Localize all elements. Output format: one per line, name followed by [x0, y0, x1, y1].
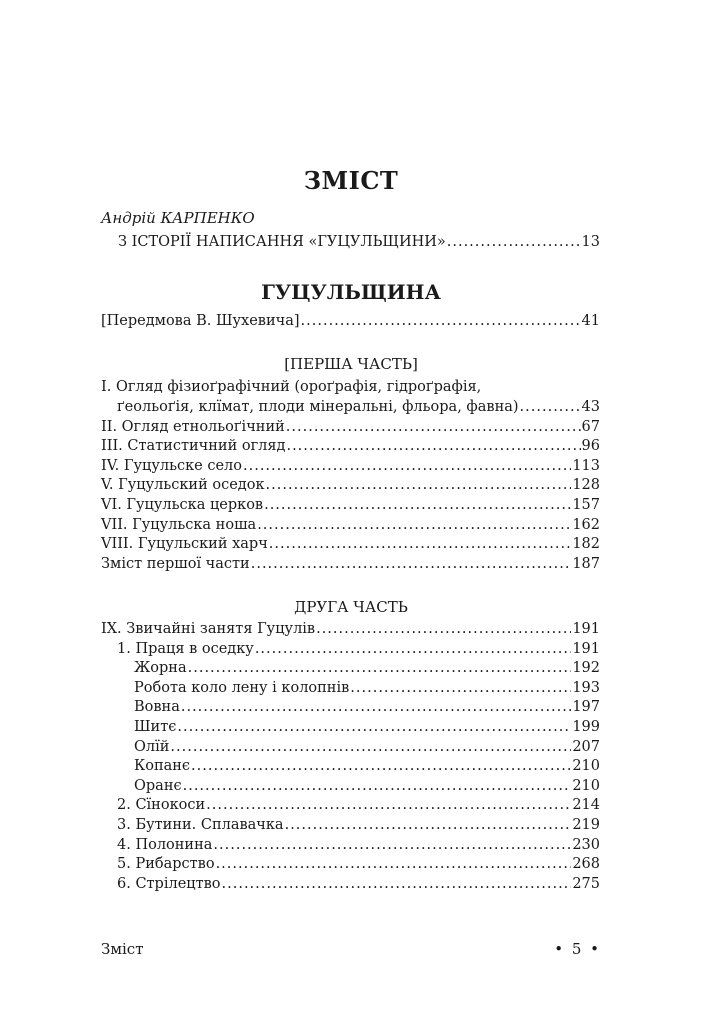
- dot-leader: [286, 417, 581, 437]
- toc-entry[interactable]: [117, 854, 600, 874]
- dot-leader: [350, 678, 571, 698]
- toc-entry[interactable]: [134, 737, 600, 757]
- page-number: • 5 •: [554, 940, 601, 958]
- dot-leader: [447, 232, 581, 252]
- toc-entry[interactable]: [117, 874, 600, 894]
- entry-page: 197: [572, 699, 600, 716]
- entry-page: 193: [572, 679, 600, 696]
- toc-entry[interactable]: [101, 436, 600, 456]
- book-title: ГУЦУЛЬЩИНА: [261, 280, 441, 304]
- entry-label: [Передмова В. Шухевича]: [101, 313, 300, 329]
- entry-label: VIII. Гуцульский харч: [101, 536, 268, 553]
- entry-page: 219: [572, 817, 600, 833]
- entry-page: 113: [572, 457, 600, 474]
- entry-label: Жорна: [134, 660, 187, 677]
- toc-entry[interactable]: [117, 795, 600, 815]
- dot-leader: [191, 756, 571, 776]
- entry-page: 43: [581, 399, 600, 415]
- entry-page: 162: [572, 516, 600, 533]
- toc-entry-first-line[interactable]: I. Огляд фізиоґрафічний (ороґрафія, гідроґрафія,: [101, 379, 482, 395]
- dot-leader: [264, 495, 571, 515]
- toc-entry-intro[interactable]: [118, 232, 600, 252]
- entry-label: VII. Гуцульска ноша: [101, 516, 257, 533]
- dot-leader: [183, 776, 572, 796]
- running-footer-section: Зміст: [101, 940, 144, 958]
- dot-leader: [316, 619, 571, 639]
- dot-leader: [520, 397, 581, 417]
- toc-entry[interactable]: [134, 697, 600, 717]
- entry-label: IX. Звичайні занятя Гуцулів: [101, 621, 316, 637]
- entry-label: Олїй: [134, 738, 170, 755]
- entry-page: 192: [572, 660, 600, 677]
- dot-leader: [243, 456, 571, 476]
- entry-page: 268: [572, 856, 600, 873]
- dot-leader: [216, 854, 572, 874]
- toc-entry[interactable]: [101, 554, 600, 574]
- toc-entry[interactable]: [101, 515, 600, 535]
- toc-page: [101, 0, 601, 1023]
- dot-leader: [181, 697, 571, 717]
- entry-label: 4. Полонина: [117, 836, 213, 853]
- entry-page: 214: [572, 797, 600, 814]
- entry-label: Вовна: [134, 699, 180, 716]
- toc-entry[interactable]: [134, 776, 600, 796]
- dot-leader: [251, 554, 572, 574]
- toc-entry[interactable]: [101, 475, 600, 495]
- toc-entry[interactable]: [101, 534, 600, 554]
- toc-entry[interactable]: [117, 639, 600, 659]
- toc-entry[interactable]: [101, 417, 600, 437]
- entry-label: Копанє: [134, 758, 191, 775]
- entry-label: 6. Стрілецтво: [117, 875, 221, 892]
- entry-label: 5. Рибарство: [117, 856, 215, 873]
- entry-label: 1. Праця в оседку: [117, 640, 254, 657]
- part-two-heading: ДРУГА ЧАСТЬ: [294, 598, 408, 616]
- entry-page: 191: [572, 640, 600, 657]
- entry-label: 2. Сїнокоси: [117, 797, 206, 814]
- entry-page: 96: [581, 438, 600, 455]
- toc-entry[interactable]: [134, 756, 600, 776]
- dot-leader: [170, 737, 571, 757]
- entry-label: III. Статистичний огляд: [101, 438, 286, 455]
- entry-label: З ІСТОРІЇ НАПИСАННЯ «ГУЦУЛЬЩИНИ»: [118, 234, 446, 250]
- entry-label: Оранє: [134, 777, 182, 794]
- dot-leader: [257, 515, 571, 535]
- entry-page: 275: [572, 875, 600, 892]
- page-title: ЗМІСТ: [303, 166, 399, 195]
- toc-entry[interactable]: [117, 835, 600, 855]
- dot-leader: [269, 534, 572, 554]
- entry-label: II. Огляд етнольоґічний: [101, 418, 285, 435]
- dot-leader: [222, 874, 572, 894]
- toc-entry[interactable]: [117, 815, 600, 835]
- entry-label: Робота коло лену і колопнів: [134, 679, 350, 696]
- dot-leader: [188, 658, 572, 678]
- entry-page: 191: [572, 621, 600, 637]
- toc-entry-preface[interactable]: [101, 311, 600, 331]
- dot-leader: [301, 311, 581, 331]
- entry-page: 41: [581, 313, 600, 329]
- toc-entry[interactable]: [134, 678, 600, 698]
- entry-label: V. Гуцульский оседок: [101, 477, 265, 494]
- entry-page: 210: [572, 758, 600, 775]
- entry-label: ґеольоґія, клїмат, плоди мінеральні, фльора, фавна): [117, 399, 519, 415]
- entry-label: Шитє: [134, 719, 177, 735]
- dot-leader: [206, 795, 571, 815]
- toc-entry[interactable]: [101, 456, 600, 476]
- toc-entry[interactable]: [134, 717, 600, 737]
- entry-page: 128: [572, 477, 600, 494]
- entry-page: 207: [572, 738, 600, 755]
- dot-leader: [285, 815, 572, 835]
- entry-page: 182: [572, 536, 600, 553]
- entry-label: IV. Гуцульске село: [101, 457, 242, 474]
- dot-leader: [286, 436, 580, 456]
- entry-label: Зміст першої части: [101, 555, 250, 572]
- author-name: Андрій КАРПЕНКО: [101, 209, 255, 227]
- dot-leader: [266, 475, 572, 495]
- entry-page: 210: [572, 777, 600, 794]
- toc-entry[interactable]: [134, 658, 600, 678]
- entry-label: VI. Гуцульска церков: [101, 497, 264, 513]
- toc-entry[interactable]: [117, 397, 600, 417]
- dot-leader: [177, 717, 571, 737]
- entry-page: 230: [572, 836, 600, 853]
- entry-page: 13: [581, 234, 600, 250]
- part-one-heading: [ПЕРША ЧАСТЬ]: [284, 355, 418, 373]
- entry-label: 3. Бутини. Сплавачка: [117, 817, 284, 833]
- entry-page: 67: [581, 418, 600, 435]
- toc-entry[interactable]: [101, 495, 600, 515]
- entry-page: 187: [572, 555, 600, 572]
- dot-leader: [255, 639, 571, 659]
- toc-entry[interactable]: [101, 619, 600, 639]
- entry-page: 157: [572, 497, 600, 513]
- dot-leader: [213, 835, 571, 855]
- entry-page: 199: [572, 719, 600, 735]
